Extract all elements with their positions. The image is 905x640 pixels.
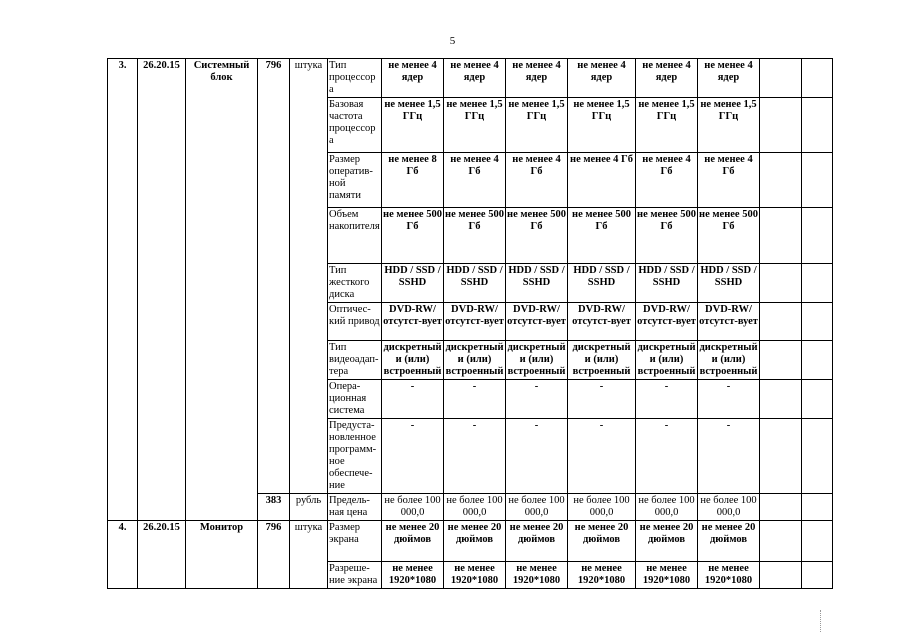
empty-cell [760,153,802,208]
empty-cell [802,153,833,208]
okpd-code: 26.20.15 [138,59,186,521]
characteristic-label: Размер экрана [328,521,382,562]
unit-name: штука [290,59,328,494]
characteristic-value: - [636,380,698,419]
characteristic-value: дискретный и (или) встроенный [382,341,444,380]
characteristic-value: - [506,419,568,494]
empty-cell [802,264,833,303]
characteristic-label: Предуста-новленное программ-ное обеспече-ние [328,419,382,494]
characteristic-value: - [568,419,636,494]
characteristic-label: Тип процессора [328,59,382,98]
okei-code: 796 [258,59,290,494]
unit-name: рубль [290,494,328,521]
price-value: не более 100 000,0 [636,494,698,521]
characteristic-label: Оптичес-кий привод [328,303,382,341]
characteristic-value: дискретный и (или) встроенный [444,341,506,380]
empty-cell [802,494,833,521]
characteristic-value: - [636,419,698,494]
characteristic-value: не менее 1920*1080 [636,562,698,589]
characteristic-value: не менее 20 дюймов [506,521,568,562]
empty-cell [760,562,802,589]
characteristic-value: не менее 4 ядер [698,59,760,98]
characteristic-value: дискретный и (или) встроенный [636,341,698,380]
characteristic-value: DVD-RW/отсутст-вует [506,303,568,341]
characteristic-value: дискретный и (или) встроенный [568,341,636,380]
characteristic-value: не менее 500 Гб [382,208,444,264]
characteristic-value: не менее 20 дюймов [636,521,698,562]
table-body [108,59,833,589]
characteristic-value: не менее 4 Гб [698,153,760,208]
price-value: не более 100 000,0 [506,494,568,521]
characteristic-value: DVD-RW/отсутст-вует [698,303,760,341]
characteristic-value: - [506,380,568,419]
empty-cell [760,264,802,303]
characteristic-value: не менее 20 дюймов [698,521,760,562]
item-name: Системный блок [186,59,258,521]
characteristic-value: HDD / SSD / SSHD [698,264,760,303]
characteristic-value: DVD-RW/отсутст-вует [568,303,636,341]
characteristic-value: не менее 20 дюймов [568,521,636,562]
empty-cell [802,341,833,380]
characteristic-value: не менее 1920*1080 [382,562,444,589]
characteristic-label: Тип видеоадап-тера [328,341,382,380]
characteristic-value: не менее 500 Гб [698,208,760,264]
characteristic-value: не менее 4 Гб [444,153,506,208]
characteristic-label: Базовая частота процессора [328,98,382,153]
empty-cell [760,380,802,419]
characteristic-value: не менее 1,5 ГГц [382,98,444,153]
empty-cell [760,303,802,341]
characteristic-value: не менее 1920*1080 [506,562,568,589]
characteristic-value: не менее 500 Гб [636,208,698,264]
okei-code: 796 [258,521,290,589]
characteristic-value: не менее 1,5 ГГц [506,98,568,153]
characteristic-value: не менее 4 ядер [636,59,698,98]
price-value: не более 100 000,0 [382,494,444,521]
characteristic-value: HDD / SSD / SSHD [444,264,506,303]
empty-cell [760,59,802,98]
characteristic-value: не менее 1,5 ГГц [568,98,636,153]
characteristic-value: не менее 4 Гб [506,153,568,208]
page-number: 5 [449,35,456,47]
characteristic-value: - [698,380,760,419]
characteristic-value: не менее 4 Гб [568,153,636,208]
characteristic-label: Тип жесткого диска [328,264,382,303]
empty-cell [760,419,802,494]
characteristic-value: DVD-RW/отсутст-вует [636,303,698,341]
characteristic-value: HDD / SSD / SSHD [636,264,698,303]
table-row [108,521,833,562]
characteristic-value: HDD / SSD / SSHD [568,264,636,303]
characteristic-value: не менее 1,5 ГГц [636,98,698,153]
characteristic-value: не менее 20 дюймов [444,521,506,562]
characteristic-value: не менее 1920*1080 [568,562,636,589]
okpd-code: 26.20.15 [138,521,186,589]
characteristic-label: Предель-ная цена [328,494,382,521]
price-value: не более 100 000,0 [568,494,636,521]
characteristic-value: не менее 500 Гб [568,208,636,264]
specification-table [107,58,833,589]
characteristic-value: не менее 1,5 ГГц [444,98,506,153]
empty-cell [802,303,833,341]
empty-cell [802,419,833,494]
characteristic-value: не менее 4 ядер [568,59,636,98]
empty-cell [760,521,802,562]
characteristic-value: не менее 1,5 ГГц [698,98,760,153]
row-number: 3. [108,59,138,521]
characteristic-label: Разреше-ние экрана [328,562,382,589]
characteristic-label: Объем накопителя [328,208,382,264]
characteristic-value: не менее 1920*1080 [698,562,760,589]
characteristic-label: Опера-ционная система [328,380,382,419]
characteristic-value: дискретный и (или) встроенный [698,341,760,380]
characteristic-value: HDD / SSD / SSHD [382,264,444,303]
characteristic-value: - [444,419,506,494]
characteristic-value: - [698,419,760,494]
empty-cell [760,98,802,153]
characteristic-value: - [382,380,444,419]
table-row [108,59,833,98]
characteristic-label: Размер оператив-ной памяти [328,153,382,208]
characteristic-value: не менее 1920*1080 [444,562,506,589]
okei-code: 383 [258,494,290,521]
characteristic-value: - [444,380,506,419]
price-value: не более 100 000,0 [444,494,506,521]
characteristic-value: не менее 8 Гб [382,153,444,208]
row-number: 4. [108,521,138,589]
characteristic-value: HDD / SSD / SSHD [506,264,568,303]
characteristic-value: не менее 4 ядер [506,59,568,98]
item-name: Монитор [186,521,258,589]
empty-cell [760,341,802,380]
empty-cell [802,562,833,589]
scan-mark [820,610,823,632]
characteristic-value: не менее 500 Гб [506,208,568,264]
unit-name: штука [290,521,328,589]
empty-cell [802,98,833,153]
characteristic-value: не менее 4 ядер [382,59,444,98]
characteristic-value: не менее 500 Гб [444,208,506,264]
empty-cell [802,521,833,562]
empty-cell [760,494,802,521]
characteristic-value: не менее 4 Гб [636,153,698,208]
price-value: не более 100 000,0 [698,494,760,521]
characteristic-value: DVD-RW/отсутст-вует [444,303,506,341]
characteristic-value: не менее 20 дюймов [382,521,444,562]
empty-cell [802,59,833,98]
characteristic-value: DVD-RW/отсутст-вует [382,303,444,341]
empty-cell [802,208,833,264]
characteristic-value: - [568,380,636,419]
characteristic-value: дискретный и (или) встроенный [506,341,568,380]
empty-cell [760,208,802,264]
empty-cell [802,380,833,419]
characteristic-value: не менее 4 ядер [444,59,506,98]
characteristic-value: - [382,419,444,494]
